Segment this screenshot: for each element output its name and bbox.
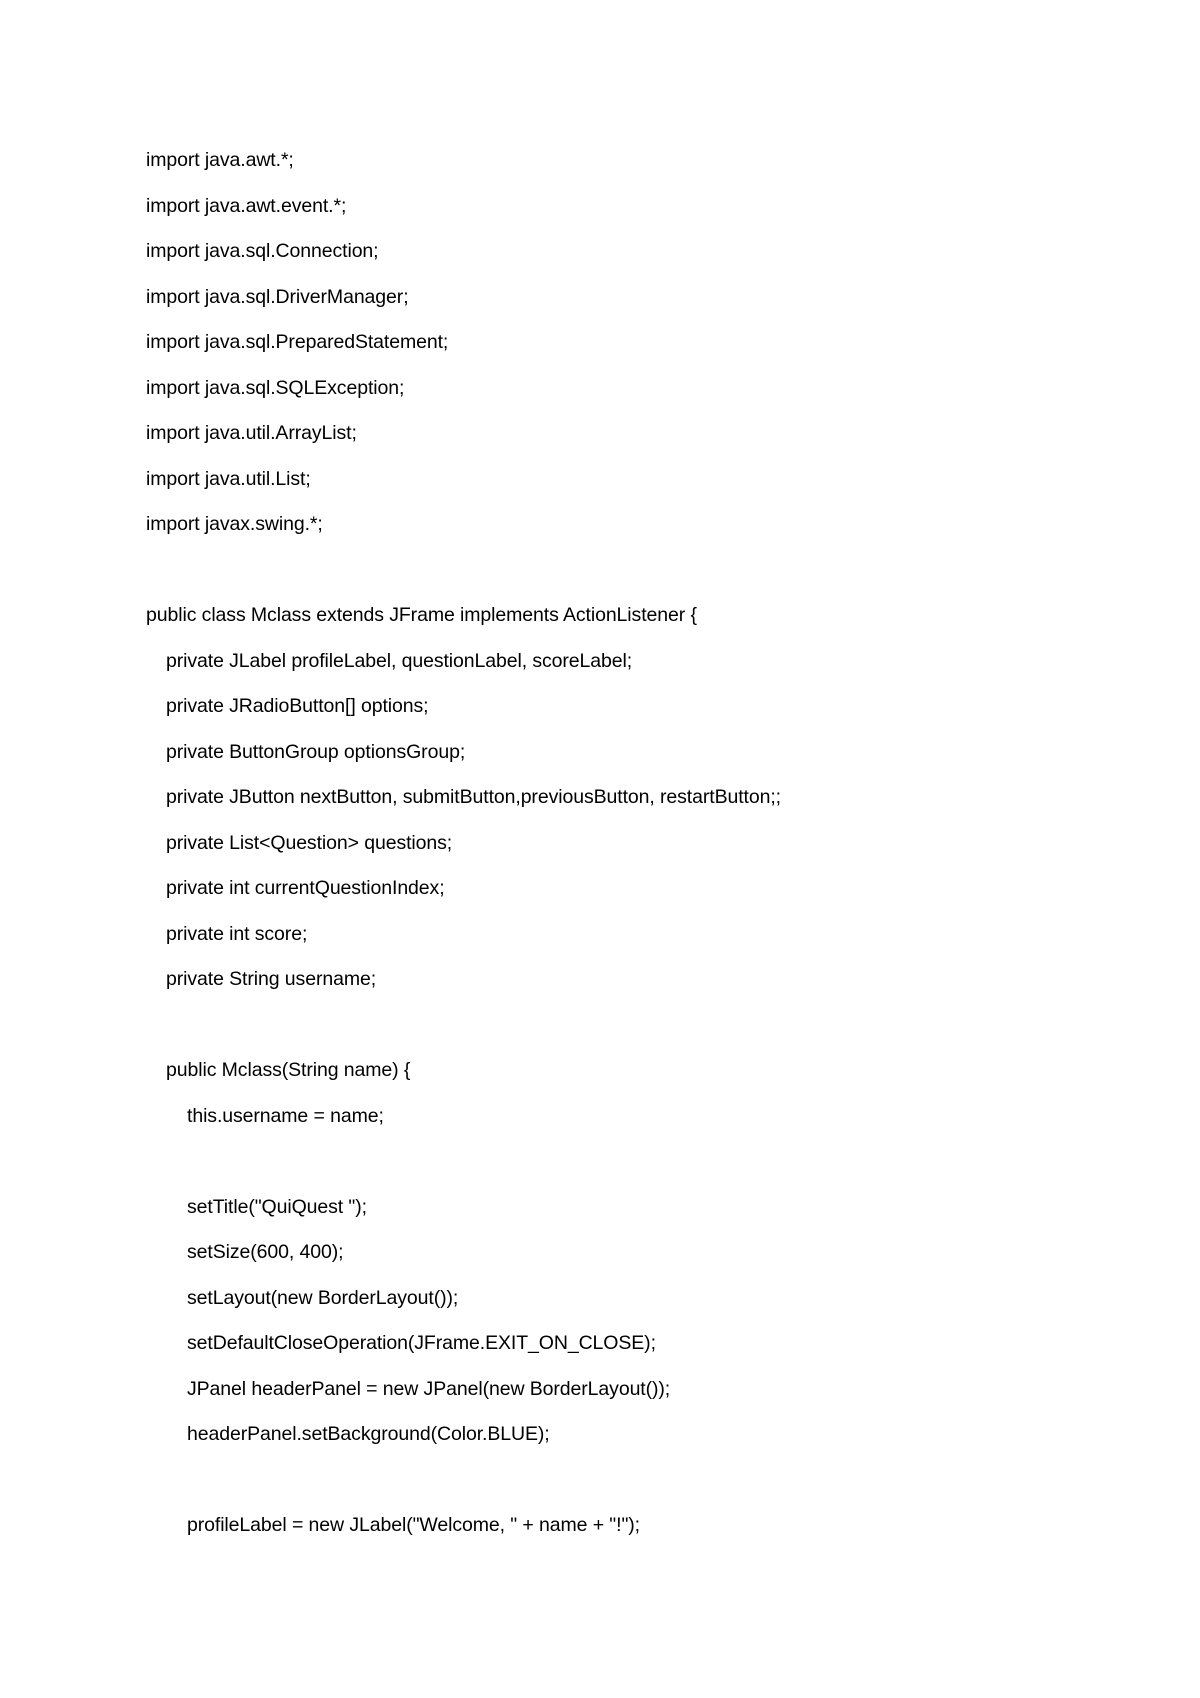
code-line: this.username = name; bbox=[187, 1105, 384, 1127]
code-line: import java.awt.event.*; bbox=[146, 195, 347, 217]
code-line: private List<Question> questions; bbox=[166, 832, 453, 854]
code-line: profileLabel = new JLabel("Welcome, " + name + "!"); bbox=[187, 1514, 640, 1536]
code-line: import java.sql.SQLException; bbox=[146, 377, 405, 399]
code-line: public class Mclass extends JFrame implements ActionListener { bbox=[146, 604, 697, 626]
code-line: JPanel headerPanel = new JPanel(new BorderLayout()); bbox=[187, 1378, 671, 1400]
code-line: import java.sql.Connection; bbox=[146, 240, 379, 262]
code-line: import java.sql.DriverManager; bbox=[146, 286, 409, 308]
code-line: setSize(600, 400); bbox=[187, 1241, 344, 1263]
code-line: import java.awt.*; bbox=[146, 149, 294, 171]
code-line: public Mclass(String name) { bbox=[166, 1059, 411, 1081]
code-line: setTitle("QuiQuest "); bbox=[187, 1196, 367, 1218]
code-line: import java.sql.PreparedStatement; bbox=[146, 331, 449, 353]
code-line: private JRadioButton[] options; bbox=[166, 695, 429, 717]
code-line: headerPanel.setBackground(Color.BLUE); bbox=[187, 1423, 550, 1445]
code-line: private String username; bbox=[166, 968, 377, 990]
code-line: setLayout(new BorderLayout()); bbox=[187, 1287, 459, 1309]
code-line: import java.util.List; bbox=[146, 468, 311, 490]
code-line: setDefaultCloseOperation(JFrame.EXIT_ON_CLOSE); bbox=[187, 1332, 656, 1354]
code-line: private ButtonGroup optionsGroup; bbox=[166, 741, 466, 763]
code-line: import java.util.ArrayList; bbox=[146, 422, 357, 444]
code-line: import javax.swing.*; bbox=[146, 513, 323, 535]
code-line: private int currentQuestionIndex; bbox=[166, 877, 445, 899]
code-line: private int score; bbox=[166, 923, 308, 945]
code-line: private JLabel profileLabel, questionLabel, scoreLabel; bbox=[166, 650, 633, 672]
code-line: private JButton nextButton, submitButton,previousButton, restartButton;; bbox=[166, 786, 781, 808]
